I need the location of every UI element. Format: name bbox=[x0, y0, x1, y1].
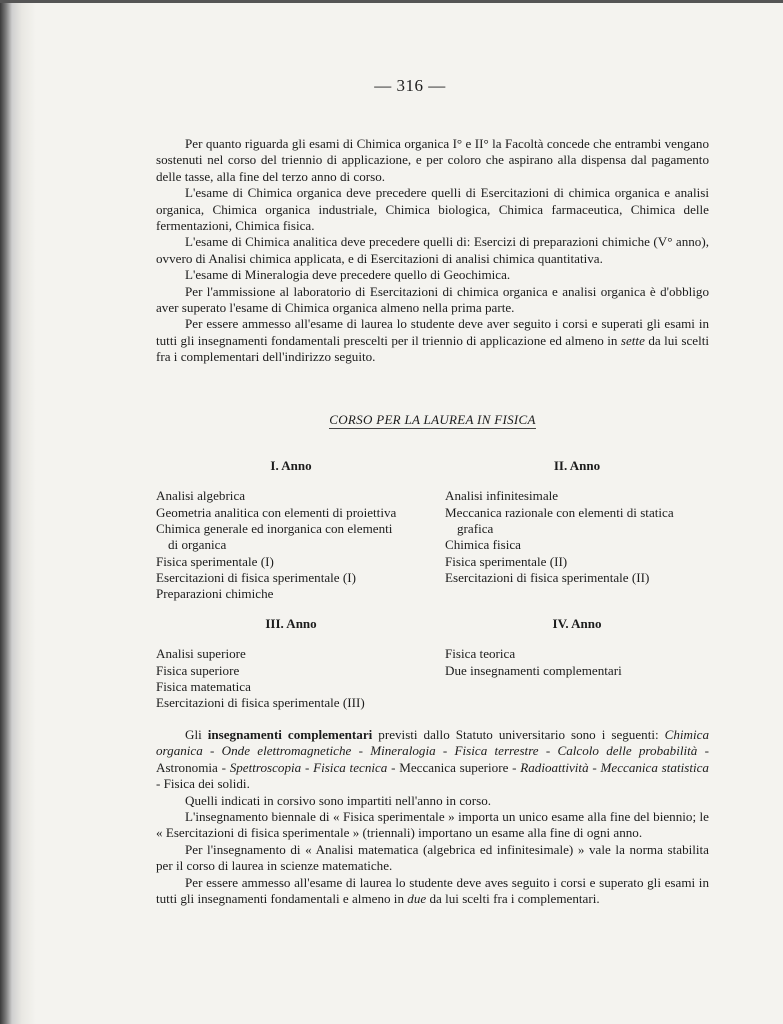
separator: - bbox=[435, 743, 455, 759]
complementary-course: Calcolo delle probabilità bbox=[557, 743, 698, 759]
final-paragraph: L'insegnamento biennale di « Fisica sperimentale » importa un unico esame alla fine del biennio; le « Esercitazioni di fisica sperimentale » (triennali) importano un esame alla fine di ogni anno. bbox=[156, 809, 709, 841]
intro-paragraph: L'esame di Mineralogia deve precedere quello di Geochimica. bbox=[185, 267, 511, 283]
text-run: da lui scelti fra i complementari. bbox=[426, 891, 600, 907]
final-section bbox=[156, 727, 709, 907]
emphasis: due bbox=[407, 891, 427, 907]
course-item: Esercitazioni di fisica sperimentale (III) bbox=[156, 695, 365, 711]
complementary-course: Mineralogia bbox=[370, 743, 436, 759]
complementary-course: Astronomia bbox=[156, 759, 218, 775]
intro-section bbox=[156, 136, 709, 366]
course-item: Analisi superiore bbox=[156, 646, 246, 662]
page-number: — 316 — bbox=[374, 76, 446, 95]
course-list bbox=[156, 488, 426, 602]
complementary-course: Radioattività bbox=[520, 759, 589, 775]
intro-paragraph: L'esame di Chimica analitica deve precedere quelli di: Esercizi di preparazioni chimiche (V° anno), ovvero di Analisi chimica applicata, e di Esercitazioni di analisi chimica quantitativa. bbox=[156, 234, 709, 266]
complementary-course: Fisica dei solidi. bbox=[163, 776, 250, 792]
course-item: Meccanica razionale con elementi di statica bbox=[445, 504, 674, 520]
year-title: I. Anno bbox=[270, 458, 312, 473]
course-list bbox=[445, 488, 709, 586]
course-item: Chimica fisica bbox=[445, 537, 521, 553]
separator: - bbox=[351, 743, 371, 759]
intro-paragraph: Per quanto riguarda gli esami di Chimica organica I° e II° la Facoltà concede che entrambi vengano sostenuti nel corso del triennio di applicazione, e per coloro che aspirano alla dispensa dal pagamento delle tasse, alla fine del terzo anno di corso. bbox=[156, 136, 709, 184]
separator: - bbox=[697, 743, 709, 759]
text-run: Per essere ammesso all'esame di laurea lo studente deve aves seguito i corsi e superato gli esami in tutti gli insegnamenti fondamentali e almeno in bbox=[156, 874, 709, 907]
course-item: Esercitazioni di fisica sperimentale (II) bbox=[445, 569, 650, 585]
complementari-paragraph bbox=[156, 727, 709, 793]
course-item: Analisi infinitesimale bbox=[445, 488, 559, 504]
complementary-course: Fisica terrestre bbox=[454, 743, 539, 759]
emphasis: sette bbox=[620, 332, 645, 348]
course-item: Geometria analitica con elementi di proiettiva bbox=[156, 504, 397, 520]
separator: - bbox=[156, 776, 164, 792]
course-item: Due insegnamenti complementari bbox=[445, 662, 622, 678]
course-item: Esercitazioni di fisica sperimentale (I) bbox=[156, 569, 356, 585]
separator: - bbox=[301, 759, 314, 775]
year-2-column bbox=[445, 458, 709, 586]
section-title: CORSO PER LA LAUREA IN FISICA bbox=[329, 412, 536, 427]
complementary-course: Fisica tecnica bbox=[313, 759, 388, 775]
year-title: III. Anno bbox=[265, 616, 317, 631]
course-item: grafica bbox=[457, 521, 494, 536]
year-4-column bbox=[445, 616, 709, 679]
course-list bbox=[156, 646, 426, 711]
separator: - bbox=[217, 759, 230, 775]
separator: - bbox=[508, 759, 521, 775]
intro-paragraph: L'esame di Chimica organica deve precedere quelli di Esercitazioni di chimica organica e analisi organica, Chimica organica industriale, Chimica biologica, Chimica farmaceutica, Chimica delle fermentazioni, Chimica fisica. bbox=[156, 185, 709, 234]
intro-paragraph: Per l'ammissione al laboratorio di Esercitazioni di chimica organica e analisi organica è d'obbligo aver superato l'esame di Chimica organica almeno nella prima parte. bbox=[156, 283, 709, 316]
complementary-course: Onde elettromagnetiche bbox=[221, 743, 352, 759]
year-title: IV. Anno bbox=[552, 616, 602, 631]
text-run: Gli bbox=[185, 727, 208, 742]
course-item: Fisica superiore bbox=[156, 662, 240, 678]
separator: - bbox=[202, 743, 222, 759]
text-run: previsti dallo Statuto universitario sono i seguenti: bbox=[372, 727, 665, 742]
year-title: II. Anno bbox=[553, 458, 601, 473]
course-item: Preparazioni chimiche bbox=[156, 586, 274, 602]
complementary-course: Chimica organica bbox=[156, 727, 709, 759]
complementary-course: Meccanica statistica bbox=[600, 759, 709, 775]
separator: - bbox=[538, 743, 558, 759]
text-run: Per essere ammesso all'esame di laurea lo studente deve aver seguito i corsi e superati gli esami in tutti gli insegnamenti fondamentali prescelti per il triennio di applicazione ed almeno in bbox=[156, 316, 709, 348]
separator: - bbox=[588, 759, 601, 775]
bold-term: insegnamenti complementari bbox=[207, 727, 373, 742]
final-paragraph: Per l'insegnamento di « Analisi matematica (algebrica ed infinitesimale) » vale la norma stabilita per il corso di laurea in scienze matematiche. bbox=[156, 841, 709, 874]
complementary-course: Meccanica superiore bbox=[399, 759, 509, 775]
course-item: Fisica teorica bbox=[445, 646, 516, 662]
course-item: Fisica sperimentale (II) bbox=[445, 553, 568, 569]
separator: - bbox=[387, 759, 400, 775]
course-list bbox=[445, 646, 709, 679]
course-item: di organica bbox=[168, 537, 227, 553]
year-3-column bbox=[156, 616, 426, 712]
final-paragraph: Quelli indicati in corsivo sono impartiti nell'anno in corso. bbox=[185, 792, 492, 808]
complementary-course: Spettroscopia bbox=[229, 759, 302, 775]
text-run: da lui scelti fra i complementari dell'indirizzo seguito. bbox=[156, 332, 709, 365]
year-1-column bbox=[156, 458, 426, 602]
course-item: Fisica matematica bbox=[156, 679, 251, 694]
course-item: Analisi algebrica bbox=[156, 488, 246, 504]
course-item: Chimica generale ed inorganica con elementi bbox=[156, 521, 393, 536]
course-item: Fisica sperimentale (I) bbox=[156, 553, 274, 569]
final-paragraph-last bbox=[156, 875, 709, 908]
intro-paragraph-last bbox=[156, 316, 709, 365]
